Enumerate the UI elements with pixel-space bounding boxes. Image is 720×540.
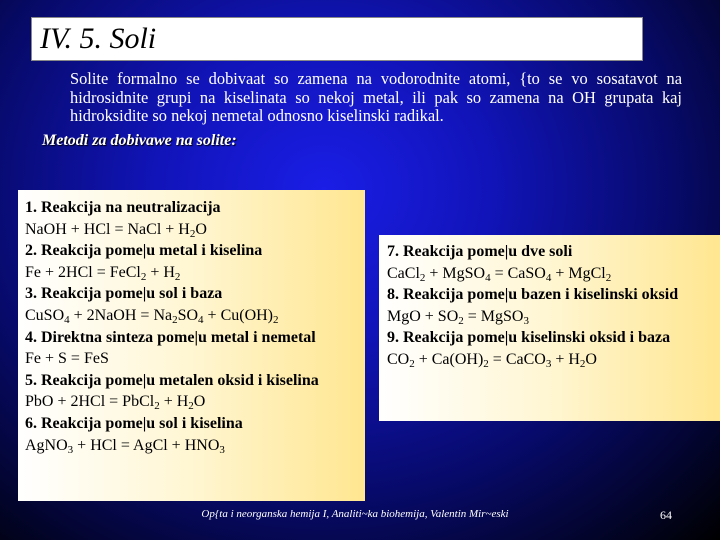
method-7-heading: 7. Reakcija pome|u dve soli	[387, 243, 573, 260]
equation-4: Fe + S = FeS	[25, 350, 109, 368]
equation-2: Fe + 2HCl = FeCl$_2$ + $H_2$	[25, 263, 181, 283]
slide-title: IV. 5. Soli	[40, 22, 157, 55]
equation-1: NaOH + HCl = NaCl + $H_2O$	[25, 220, 207, 240]
methods-box-left	[18, 190, 365, 501]
footer-credit: Op{ta i neorganska hemija I, Analiti~ka biohemija, Valentin Mir~eski	[201, 508, 509, 520]
page-number: 64	[660, 508, 672, 522]
method-3-heading: 3. Reakcija pome|u sol i baza	[25, 285, 223, 303]
method-8-heading: 8. Reakcija pome|u bazen i kiselinski oksid	[387, 286, 679, 304]
equation-6: AgNO$_3$ + HCl = AgCl + $HNO_3$	[25, 436, 225, 456]
intro-paragraph: Solite formalno se dobivaat so zamena na vodorodnite atomi, {to se vo sosatavot na hidrosidnite grupi na kiselinata so nekoj metal, ili pak so zamena na OH grupata kaj hidroksidite so nekoj nemetal odnosno kiselinski radikal.	[70, 69, 682, 125]
methods-heading: Metodi za dobivawe na solite:	[42, 132, 237, 149]
equation-8: MgO + $SO_2$ = MgSO$_3$	[387, 307, 529, 327]
equation-9: $CO_2 + Ca(OH)_2$ = CaCO$_3$ + $H_2O$	[387, 350, 597, 370]
method-2-heading: 2. Reakcija pome|u metal i kiselina	[25, 242, 263, 260]
equation-7: CaCl$_2$ + MgSO$_4$ = CaSO$_4$ + MgCl$_2$	[387, 264, 612, 284]
method-4-heading: 4. Direktna sinteza pome|u metal i nemetal	[25, 328, 316, 346]
method-5-heading: 5. Reakcija pome|u metalen oksid i kiselina	[25, 371, 319, 389]
title-box	[31, 17, 643, 61]
equation-3: CuSO$_4$ + 2NaOH = $Na_2SO_4 + Cu(OH)_2$	[25, 306, 279, 326]
equation-5: PbO + 2HCl = PbCl$_2$ + $H_2O$	[25, 393, 206, 413]
method-1-heading: 1. Reakcija na neutralizacija	[25, 199, 221, 216]
methods-box-right	[379, 235, 720, 421]
method-6-heading: 6. Reakcija pome|u sol i kiselina	[25, 414, 243, 432]
method-9-heading: 9. Reakcija pome|u kiselinski oksid i baza	[387, 329, 671, 347]
